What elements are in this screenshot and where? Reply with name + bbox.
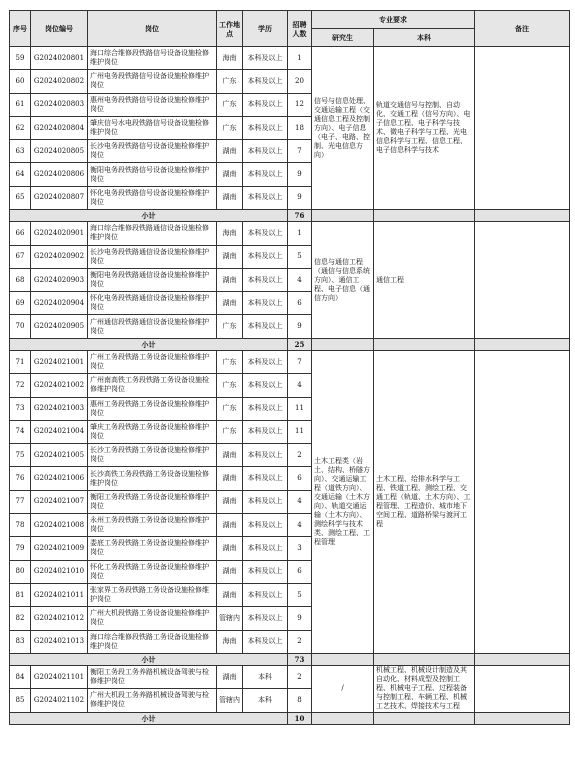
row-location: 湖南 — [217, 140, 243, 163]
row-count: 4 — [288, 514, 312, 537]
row-location: 湖南 — [217, 163, 243, 186]
row-post: 怀化电务段铁路通信设备设施检修维护岗位 — [88, 292, 217, 315]
row-count: 6 — [288, 560, 312, 583]
undergrad-major-requirement: 机械工程、机械设计制造及其自动化、材料成型及控制工程、机械电子工程、过程装备与控制工程、车辆工程、机械工艺技术、焊接技术与工程 — [374, 665, 475, 712]
subtotal-row — [10, 653, 570, 665]
row-post: 广州电务段铁路信号设备设施检修维护岗位 — [88, 70, 217, 93]
row-code: G2024021002 — [31, 374, 88, 397]
row-post: 海口综合维修段铁路通信设备设施检修维护岗位 — [88, 222, 217, 245]
subtotal-row — [10, 712, 570, 724]
recruitment-table — [9, 10, 570, 725]
row-location: 海南 — [217, 630, 243, 653]
subtotal-remark-empty — [475, 210, 570, 222]
row-post: 长沙电务段铁路通信设备设施检修维护岗位 — [88, 245, 217, 268]
row-education: 本科及以上 — [243, 315, 288, 338]
row-count: 5 — [288, 245, 312, 268]
subtotal-row — [10, 210, 570, 222]
table-body — [10, 47, 570, 725]
row-seq: 68 — [10, 268, 31, 291]
row-post: 娄底工务段铁路工务设备设施检修维护岗位 — [88, 537, 217, 560]
row-seq: 79 — [10, 537, 31, 560]
row-location: 管辖内 — [217, 689, 243, 712]
row-post: 衡阳工务段工务养路机械设备驾驶与检修维护岗位 — [88, 665, 217, 688]
row-count: 4 — [288, 374, 312, 397]
row-education: 本科及以上 — [243, 163, 288, 186]
row-post: 长沙电务段铁路信号设备设施检修维护岗位 — [88, 140, 217, 163]
row-seq: 85 — [10, 689, 31, 712]
row-education: 本科及以上 — [243, 490, 288, 513]
row-code: G2024020804 — [31, 116, 88, 139]
row-seq: 72 — [10, 374, 31, 397]
row-location: 海南 — [217, 47, 243, 70]
header-seq: 序号 — [10, 11, 31, 47]
row-code: G2024021001 — [31, 350, 88, 373]
row-seq: 61 — [10, 93, 31, 116]
subtotal-undergrad-empty — [374, 712, 475, 724]
table-row — [10, 47, 570, 70]
row-education: 本科及以上 — [243, 140, 288, 163]
row-seq: 66 — [10, 222, 31, 245]
row-location: 管辖内 — [217, 607, 243, 630]
subtotal-value: 10 — [288, 712, 312, 724]
row-post: 张家界工务段铁路工务设备设施检修维护岗位 — [88, 583, 217, 606]
row-code: G2024020801 — [31, 47, 88, 70]
subtotal-value: 25 — [288, 338, 312, 350]
row-code: G2024020803 — [31, 93, 88, 116]
row-location: 湖南 — [217, 490, 243, 513]
row-education: 本科及以上 — [243, 537, 288, 560]
row-seq: 76 — [10, 467, 31, 490]
row-post: 广州大机段铁路工务设备设施检修维护岗位 — [88, 607, 217, 630]
row-seq: 69 — [10, 292, 31, 315]
remark-cell — [475, 47, 570, 210]
row-count: 2 — [288, 630, 312, 653]
row-count: 1 — [288, 222, 312, 245]
row-seq: 63 — [10, 140, 31, 163]
row-location: 广东 — [217, 93, 243, 116]
row-count: 2 — [288, 665, 312, 688]
subtotal-undergrad-empty — [374, 210, 475, 222]
row-location: 海南 — [217, 222, 243, 245]
row-education: 本科 — [243, 665, 288, 688]
row-count: 5 — [288, 583, 312, 606]
header-post: 岗位 — [88, 11, 217, 47]
row-code: G2024020901 — [31, 222, 88, 245]
row-post: 海口综合维修段铁路信号设备设施检修维护岗位 — [88, 47, 217, 70]
row-location: 湖南 — [217, 560, 243, 583]
header-major: 专业要求 — [312, 11, 475, 29]
header-remark: 备注 — [475, 11, 570, 47]
row-count: 3 — [288, 537, 312, 560]
row-code: G2024020902 — [31, 245, 88, 268]
row-education: 本科及以上 — [243, 93, 288, 116]
row-code: G2024021008 — [31, 514, 88, 537]
row-count: 8 — [288, 689, 312, 712]
row-count: 11 — [288, 397, 312, 420]
row-post: 衡阳工务段铁路工务设备设施检修维护岗位 — [88, 490, 217, 513]
table-row — [10, 350, 570, 373]
table-row — [10, 222, 570, 245]
row-count: 20 — [288, 70, 312, 93]
row-post: 广州大机段工务养路机械设备驾驶与检修维护岗位 — [88, 689, 217, 712]
row-seq: 78 — [10, 514, 31, 537]
subtotal-label: 小计 — [10, 653, 288, 665]
row-post: 广州工务段铁路工务设备设施检修维护岗位 — [88, 350, 217, 373]
row-seq: 82 — [10, 607, 31, 630]
row-code: G2024020904 — [31, 292, 88, 315]
row-seq: 73 — [10, 397, 31, 420]
row-education: 本科及以上 — [243, 186, 288, 209]
row-seq: 60 — [10, 70, 31, 93]
row-education: 本科及以上 — [243, 374, 288, 397]
row-count: 6 — [288, 467, 312, 490]
header-count: 招聘人数 — [288, 11, 312, 47]
header-location: 工作地点 — [217, 11, 243, 47]
row-count: 7 — [288, 140, 312, 163]
row-education: 本科及以上 — [243, 607, 288, 630]
row-post: 永州工务段铁路工务设备设施检修维护岗位 — [88, 514, 217, 537]
row-education: 本科及以上 — [243, 560, 288, 583]
row-code: G2024020807 — [31, 186, 88, 209]
row-code: G2024020903 — [31, 268, 88, 291]
row-education: 本科 — [243, 689, 288, 712]
row-seq: 77 — [10, 490, 31, 513]
row-seq: 84 — [10, 665, 31, 688]
row-location: 广东 — [217, 315, 243, 338]
subtotal-grad-empty — [312, 653, 374, 665]
row-code: G2024020802 — [31, 70, 88, 93]
subtotal-value: 73 — [288, 653, 312, 665]
row-post: 广州南高铁工务段铁路工务设备设施检修维护岗位 — [88, 374, 217, 397]
row-code: G2024021012 — [31, 607, 88, 630]
row-code: G2024021006 — [31, 467, 88, 490]
subtotal-grad-empty — [312, 712, 374, 724]
row-education: 本科及以上 — [243, 268, 288, 291]
row-location: 湖南 — [217, 514, 243, 537]
subtotal-undergrad-empty — [374, 338, 475, 350]
row-code: G2024021007 — [31, 490, 88, 513]
row-post: 惠州工务段铁路工务设备设施检修维护岗位 — [88, 397, 217, 420]
row-code: G2024021101 — [31, 665, 88, 688]
row-education: 本科及以上 — [243, 47, 288, 70]
row-seq: 70 — [10, 315, 31, 338]
row-count: 9 — [288, 315, 312, 338]
row-code: G2024021004 — [31, 420, 88, 443]
row-count: 9 — [288, 186, 312, 209]
row-code: G2024021011 — [31, 583, 88, 606]
remark-cell — [475, 350, 570, 653]
row-location: 广东 — [217, 374, 243, 397]
header-grad: 研究生 — [312, 29, 374, 47]
row-post: 长沙工务段铁路工务设备设施检修维护岗位 — [88, 444, 217, 467]
row-education: 本科及以上 — [243, 350, 288, 373]
remark-cell — [475, 222, 570, 338]
row-count: 2 — [288, 444, 312, 467]
header-education: 学历 — [243, 11, 288, 47]
row-education: 本科及以上 — [243, 245, 288, 268]
subtotal-label: 小计 — [10, 712, 288, 724]
row-location: 广东 — [217, 70, 243, 93]
row-location: 广东 — [217, 397, 243, 420]
grad-major-requirement: 土木工程类（岩土、结构、桥隧方向）、交通运输工程（道铁方向）、交通运输（土木方向）、轨道交通运输（土木方向）、测绘科学与技术类、测绘工程、工程管理 — [312, 350, 374, 653]
row-code: G2024020905 — [31, 315, 88, 338]
row-education: 本科及以上 — [243, 397, 288, 420]
row-post: 广州通信段铁路通信设备设施检修维护岗位 — [88, 315, 217, 338]
table-row — [10, 665, 570, 688]
subtotal-remark-empty — [475, 653, 570, 665]
subtotal-row — [10, 338, 570, 350]
row-count: 9 — [288, 607, 312, 630]
grad-major-requirement: 信息与通信工程（通信与信息系统方向）、通信工程、电子信息（通信方向） — [312, 222, 374, 338]
row-education: 本科及以上 — [243, 630, 288, 653]
row-code: G2024021013 — [31, 630, 88, 653]
row-code: G2024021102 — [31, 689, 88, 712]
subtotal-grad-empty — [312, 338, 374, 350]
row-location: 湖南 — [217, 467, 243, 490]
row-location: 广东 — [217, 116, 243, 139]
row-count: 12 — [288, 93, 312, 116]
row-post: 惠州电务段铁路信号设备设施检修维护岗位 — [88, 93, 217, 116]
row-location: 广东 — [217, 420, 243, 443]
row-education: 本科及以上 — [243, 514, 288, 537]
row-location: 湖南 — [217, 537, 243, 560]
row-education: 本科及以上 — [243, 583, 288, 606]
row-code: G2024021009 — [31, 537, 88, 560]
row-code: G2024021010 — [31, 560, 88, 583]
undergrad-major-requirement: 轨道交通信号与控制、自动化、交通工程（信号方向）、电子信息工程、电子科学与技术、微电子科学与工程、光电信息科学与工程、信息工程、电子信息科学与技术 — [374, 47, 475, 210]
row-count: 6 — [288, 292, 312, 315]
row-education: 本科及以上 — [243, 116, 288, 139]
row-seq: 75 — [10, 444, 31, 467]
subtotal-label: 小计 — [10, 338, 288, 350]
row-count: 1 — [288, 47, 312, 70]
row-location: 湖南 — [217, 665, 243, 688]
row-seq: 59 — [10, 47, 31, 70]
subtotal-undergrad-empty — [374, 653, 475, 665]
row-education: 本科及以上 — [243, 292, 288, 315]
row-location: 湖南 — [217, 245, 243, 268]
row-post: 衡阳电务段铁路通信设备设施检修维护岗位 — [88, 268, 217, 291]
row-post: 衡阳电务段铁路信号设备设施检修维护岗位 — [88, 163, 217, 186]
row-seq: 62 — [10, 116, 31, 139]
undergrad-major-requirement: 土木工程、给排水科学与工程、铁道工程、测绘工程、交通工程（轨道、土木方向）、工程管理、工程造价、城市地下空间工程、道路桥梁与渡河工程 — [374, 350, 475, 653]
row-location: 湖南 — [217, 444, 243, 467]
subtotal-grad-empty — [312, 210, 374, 222]
row-location: 湖南 — [217, 186, 243, 209]
grad-major-requirement: 信号与信息处理、交通运输工程（交通信息工程及控制方向）、电子信息（电子、电路、控制、光电信息方向） — [312, 47, 374, 210]
subtotal-label: 小计 — [10, 210, 288, 222]
row-education: 本科及以上 — [243, 467, 288, 490]
row-count: 11 — [288, 420, 312, 443]
row-seq: 71 — [10, 350, 31, 373]
row-seq: 83 — [10, 630, 31, 653]
row-post: 怀化电务段铁路信号设备设施检修维护岗位 — [88, 186, 217, 209]
header-code: 岗位编号 — [31, 11, 88, 47]
row-location: 广东 — [217, 350, 243, 373]
row-education: 本科及以上 — [243, 444, 288, 467]
row-code: G2024021005 — [31, 444, 88, 467]
remark-cell — [475, 665, 570, 712]
row-seq: 64 — [10, 163, 31, 186]
subtotal-remark-empty — [475, 712, 570, 724]
undergrad-major-requirement: 通信工程 — [374, 222, 475, 338]
subtotal-remark-empty — [475, 338, 570, 350]
row-count: 9 — [288, 163, 312, 186]
row-seq: 81 — [10, 583, 31, 606]
row-seq: 67 — [10, 245, 31, 268]
row-location: 湖南 — [217, 292, 243, 315]
row-location: 湖南 — [217, 583, 243, 606]
row-post: 肇庆工务段铁路工务设备设施检修维护岗位 — [88, 420, 217, 443]
grad-major-requirement: / — [312, 665, 374, 712]
row-post: 怀化工务段铁路工务设备设施检修维护岗位 — [88, 560, 217, 583]
row-count: 18 — [288, 116, 312, 139]
row-seq: 74 — [10, 420, 31, 443]
row-count: 4 — [288, 490, 312, 513]
row-count: 7 — [288, 350, 312, 373]
row-education: 本科及以上 — [243, 222, 288, 245]
header-undergrad: 本科 — [374, 29, 475, 47]
row-code: G2024020806 — [31, 163, 88, 186]
row-post: 长沙高铁工务段铁路工务设备设施检修维护岗位 — [88, 467, 217, 490]
row-post: 肇庆信号水电段铁路信号设备设施检修维护岗位 — [88, 116, 217, 139]
row-post: 海口综合维修段铁路工务设备设施检修维护岗位 — [88, 630, 217, 653]
row-education: 本科及以上 — [243, 70, 288, 93]
row-seq: 80 — [10, 560, 31, 583]
row-code: G2024020805 — [31, 140, 88, 163]
row-count: 4 — [288, 268, 312, 291]
row-seq: 65 — [10, 186, 31, 209]
subtotal-value: 76 — [288, 210, 312, 222]
row-location: 湖南 — [217, 268, 243, 291]
row-education: 本科及以上 — [243, 420, 288, 443]
row-code: G2024021003 — [31, 397, 88, 420]
